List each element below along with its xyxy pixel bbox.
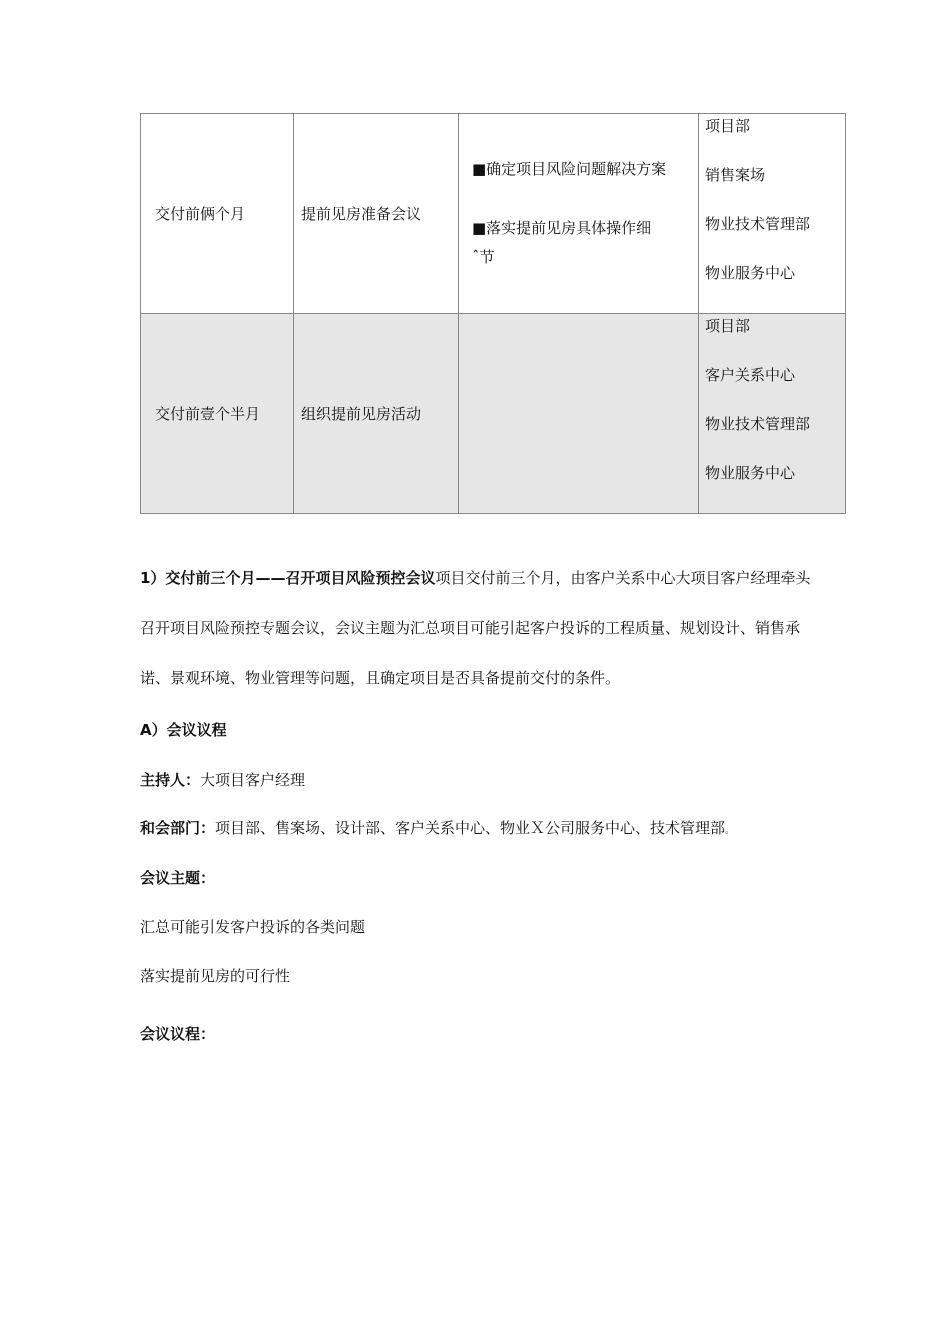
department-item: 物业技术管理部 xyxy=(705,415,811,433)
time-cell: 交付前俩个月 xyxy=(141,114,294,314)
departments-trail: 。 xyxy=(725,826,735,836)
department-item: 物业服务中心 xyxy=(705,264,796,282)
content-cell xyxy=(459,314,699,514)
departments-cell xyxy=(699,314,846,514)
content-cell xyxy=(459,114,699,314)
content-item: ■落实提前见房具体操作细 xyxy=(472,219,652,237)
department-item: 客户关系中心 xyxy=(705,366,796,384)
meeting-cell: 组织提前见房活动 xyxy=(294,314,459,514)
content-item: ■确定项目风险问题解决方案 xyxy=(472,160,667,178)
host-value: 大项目客户经理 xyxy=(200,771,306,789)
departments-line xyxy=(140,818,820,841)
table-row xyxy=(141,314,846,514)
department-item: 项目部 xyxy=(705,317,751,335)
host-line xyxy=(140,770,820,790)
table-row xyxy=(141,114,846,314)
department-item: 项目部 xyxy=(705,117,751,135)
content-item-continued: ˆ节 xyxy=(472,248,495,266)
department-item: 销售案场 xyxy=(705,166,766,184)
meeting-schedule-table xyxy=(140,113,846,514)
theme-label: 会议主题： xyxy=(140,869,216,887)
departments-cell xyxy=(699,114,846,314)
departments-value: 项目部、售案场、设计部、客户关系中心、物业Ｘ公司服务中心、技术管理部 xyxy=(215,819,726,837)
section-paragraph xyxy=(140,553,818,703)
departments-label: 和会部门： xyxy=(140,819,216,837)
theme-item: 汇总可能引发客户投诉的各类问题 xyxy=(140,918,366,936)
theme-item: 落实提前见房的可行性 xyxy=(140,967,291,985)
meeting-cell: 提前见房准备会议 xyxy=(294,114,459,314)
agenda-a-heading: A）会议议程 xyxy=(140,721,227,739)
section-body: 项目交付前三个月，由客户关系中心大项目客户经理牵头召开项目风险预控专题会议，会议主题为汇总项目可能引起客户投诉的工程质量、规划设计、销售承诺、景观环境、物业管理等问题，且确定项目是否具备提前交付的条件。 xyxy=(140,569,811,687)
section-heading: 1）交付前三个月——召开项目风险预控会议 xyxy=(140,569,436,587)
time-cell: 交付前壹个半月 xyxy=(141,314,294,514)
agenda-label: 会议议程： xyxy=(140,1025,216,1043)
department-item: 物业服务中心 xyxy=(705,464,796,482)
department-item: 物业技术管理部 xyxy=(705,215,811,233)
host-label: 主持人： xyxy=(140,771,201,789)
